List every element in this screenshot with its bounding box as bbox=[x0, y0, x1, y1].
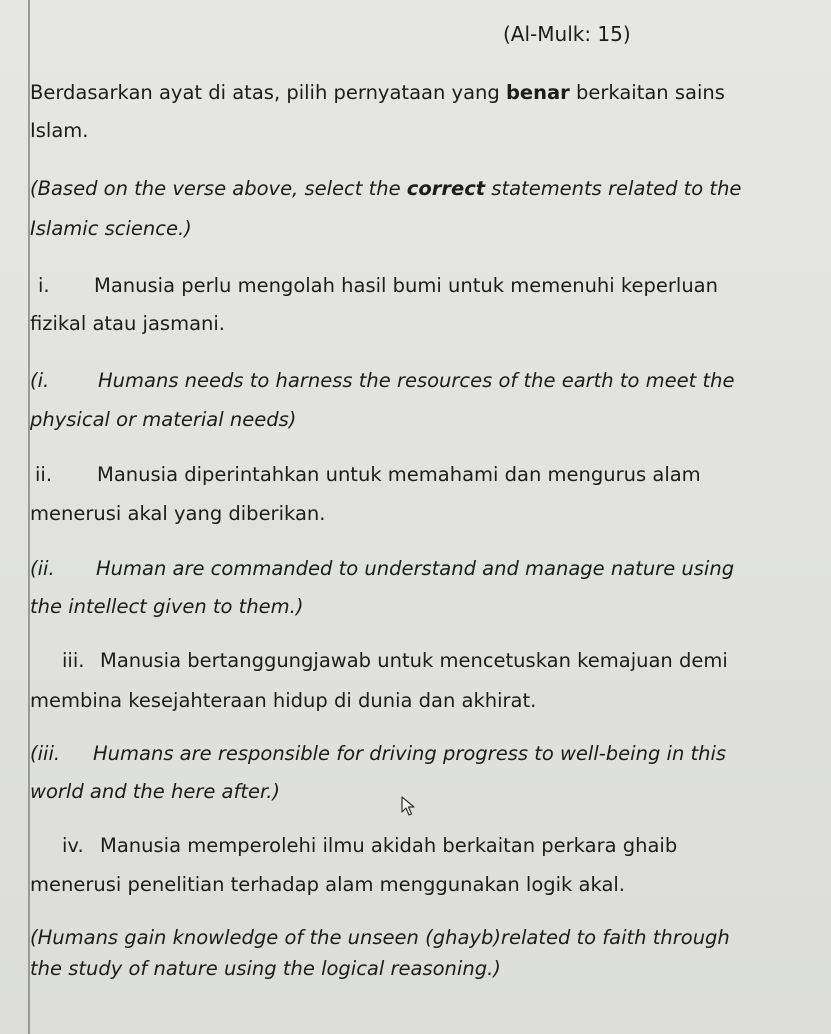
item-i-en-number: (i. bbox=[30, 369, 50, 392]
item-iii-en-line1 bbox=[30, 741, 726, 767]
item-iii-en-text: Humans are responsible for driving progress to well-being in this bbox=[93, 742, 727, 765]
question-en-line1 bbox=[30, 176, 741, 202]
item-iv-ms-number: iv. bbox=[62, 834, 84, 857]
question-ms-line1 bbox=[30, 80, 725, 106]
item-ii-ms-line2: menerusi akal yang diberikan. bbox=[30, 502, 326, 525]
item-i-en-line2: physical or material needs) bbox=[30, 408, 297, 431]
item-iv-en-line2: the study of nature using the logical reasoning.) bbox=[30, 957, 501, 980]
item-iii-ms-number: iii. bbox=[62, 649, 85, 672]
question-en-text-end: statements related to the bbox=[485, 177, 742, 200]
question-ms-line2: Islam. bbox=[30, 119, 89, 142]
item-i-ms-line1 bbox=[30, 273, 718, 299]
question-en-text: (Based on the verse above, select the bbox=[30, 177, 407, 200]
verse-reference: (Al-Mulk: 15) bbox=[503, 22, 631, 46]
question-ms-text: Berdasarkan ayat di atas, pilih pernyataan yang bbox=[30, 81, 506, 104]
item-ii-en-number: (ii. bbox=[30, 557, 55, 580]
item-ii-en-line1 bbox=[30, 556, 734, 582]
mouse-cursor-icon bbox=[401, 796, 415, 816]
item-i-ms-number: i. bbox=[38, 274, 50, 297]
question-ms-bold: benar bbox=[505, 81, 570, 104]
item-iii-en-number: (iii. bbox=[30, 742, 61, 765]
item-ii-en-text: Human are commanded to understand and manage nature using bbox=[96, 557, 735, 580]
item-i-ms-line2: fizikal atau jasmani. bbox=[30, 312, 225, 335]
item-ii-ms-text: Manusia diperintahkan untuk memahami dan mengurus alam bbox=[97, 463, 701, 486]
question-ms-text-end: berkaitan sains bbox=[569, 81, 725, 104]
item-ii-en-line2: the intellect given to them.) bbox=[30, 595, 304, 618]
item-iii-en-line2: world and the here after.) bbox=[30, 780, 281, 803]
item-i-en-line1 bbox=[30, 368, 734, 394]
item-iv-ms-text: Manusia memperolehi ilmu akidah berkaitan perkara ghaib bbox=[100, 834, 678, 857]
item-i-en-text: Humans needs to harness the resources of the earth to meet the bbox=[98, 369, 735, 392]
item-iii-ms-line2: membina kesejahteraan hidup di dunia dan akhirat. bbox=[30, 689, 537, 712]
item-iii-ms-text: Manusia bertanggungjawab untuk mencetuskan kemajuan demi bbox=[100, 649, 728, 672]
item-iii-ms-line1 bbox=[30, 648, 728, 674]
item-iv-ms-line2: menerusi penelitian terhadap alam menggunakan logik akal. bbox=[30, 873, 626, 896]
question-en-bold: correct bbox=[406, 177, 486, 200]
item-iv-en-line1: (Humans gain knowledge of the unseen (ghayb)related to faith through bbox=[30, 926, 730, 949]
item-i-ms-text: Manusia perlu mengolah hasil bumi untuk memenuhi keperluan bbox=[94, 274, 718, 297]
question-en-line2: Islamic science.) bbox=[30, 217, 192, 240]
item-iv-ms-line1 bbox=[30, 833, 677, 859]
item-ii-ms-line1 bbox=[30, 462, 701, 488]
item-ii-ms-number: ii. bbox=[35, 463, 53, 486]
